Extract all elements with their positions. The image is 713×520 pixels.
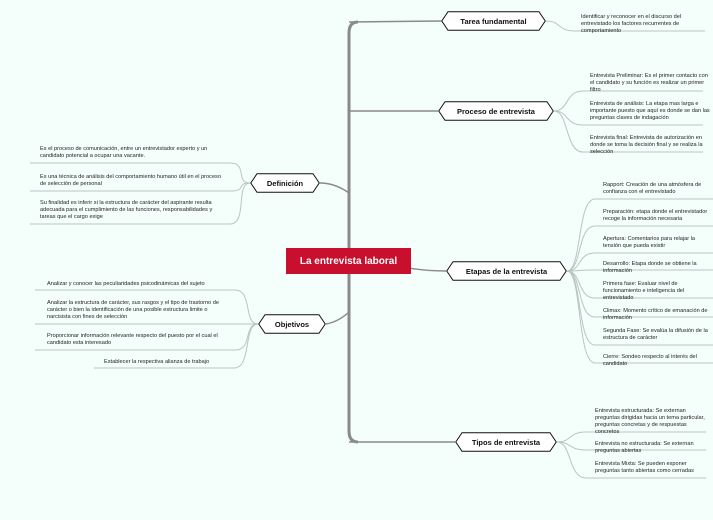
connector [349, 22, 358, 442]
connector [235, 290, 258, 324]
subtopic-objetivos-3[interactable]: Proporcionar información relevante respecto del puesto por el cual el candidato esta interesado [47, 333, 218, 346]
connector [567, 271, 595, 317]
connector [567, 271, 595, 298]
topic-tarea-fundamental[interactable]: Tarea fundamental [441, 11, 546, 31]
connector [349, 21, 441, 22]
subtopic-objetivos-4[interactable]: Establecer la respectiva alianza de trabajo [104, 359, 210, 365]
subtopic-tipos-3[interactable]: Entrevista Mixta: Se pueden exponer preguntas tanto abiertas como cerradas [595, 461, 694, 474]
connector [557, 442, 586, 478]
topic-proceso-de-entrevista[interactable]: Proceso de entrevista [438, 101, 554, 121]
subtopic-objetivos-1[interactable]: Analizar y conocer las peculiaridades psicodinámicas del sujeto [47, 281, 205, 287]
subtopic-definicion-3[interactable]: Su finalidad es inferir si la estructura de carácter del aspirante resulta adecuada para el cumplimiento de las funciones, responsabilidades y tareas que el cargo exige [40, 200, 213, 220]
connector [230, 163, 250, 183]
connector [235, 324, 258, 350]
topic-objetivos[interactable]: Objetivos [258, 314, 326, 334]
connector [554, 91, 583, 111]
connector [546, 21, 575, 31]
subtopic-tipos-2[interactable]: Entrevista no estructurada: Se externan preguntas abiertas [595, 441, 694, 454]
subtopic-objetivos-2[interactable]: Analizar la estructura de carácter, sus rasgos y el tipo de trastorno de carácter o bien la identificación de una posible estructura limite o narcisista con fines de selección [47, 300, 219, 320]
subtopic-tipos-1[interactable]: Entrevista estructurada: Se externan preguntas dirigidas hacia un tema particular, preguntas concretas y de respuestas concretos [595, 408, 705, 435]
connector [234, 324, 258, 368]
connector [567, 271, 595, 345]
subtopic-etapas-2[interactable]: Preparación: etapa donde el entrevistador recoge la información necesaria [603, 209, 708, 222]
central-topic[interactable]: La entrevista laboral [286, 248, 411, 274]
topic-definicion[interactable]: Definición [250, 173, 320, 193]
subtopic-etapas-7[interactable]: Segunda Fase: Se evalúa la difusión de la estructura de carácter [603, 328, 708, 341]
connector [557, 432, 586, 442]
connector [554, 111, 583, 152]
subtopic-definicion-1[interactable]: Es el proceso de comunicación, entre un entrevistador experto y un candidato potencial a ocupar una vacante. [40, 146, 208, 159]
subtopic-proceso-2[interactable]: Entrevista de análisis: La etapa mas larga e importante puesto que aquí es donde se dan las preguntas claves de indagación [590, 101, 710, 121]
subtopic-etapas-8[interactable]: Cierre: Sondeo respecto al interés del candidato [603, 354, 697, 367]
subtopic-etapas-3[interactable]: Apertura: Comentarios para relajar la tensión que pueda existir [603, 236, 696, 249]
connector [320, 183, 349, 193]
topic-etapas-de-la-entrevista[interactable]: Etapas de la entrevista [446, 261, 567, 281]
connector [567, 226, 595, 271]
subtopic-etapas-4[interactable]: Desarrollo: Etapa donde se obtiene la información [603, 261, 697, 274]
subtopic-proceso-1[interactable]: Entrevista Preliminar: Es el primer contacto con el candidato y su función es realizar un primer filtro [590, 73, 708, 93]
subtopic-tarea-1[interactable]: Identificar y reconocer en el discurso del entrevistado los factores recurrentes de comportamiento [581, 14, 682, 34]
connector [554, 111, 583, 125]
connector [326, 312, 349, 324]
subtopic-etapas-6[interactable]: Climax: Momento crítico de emanación de información [603, 308, 708, 321]
subtopic-etapas-1[interactable]: Rapport: Creación de una atmósfera de confianza con el entrevistado [603, 182, 702, 195]
topic-tipos-de-entrevista[interactable]: Tipos de entrevista [455, 432, 557, 452]
subtopic-definicion-2[interactable]: Es una técnica de análisis del comportamiento humano útil en el proceso de selección de personal [40, 174, 221, 187]
subtopic-etapas-5[interactable]: Primera fase: Evaluar nivel de funcionamiento e inteligencia del entrevistado [603, 281, 685, 301]
subtopic-proceso-3[interactable]: Entrevista final: Entrevista de autorización en donde se toma la decisión final y se realiza la selección [590, 135, 703, 155]
